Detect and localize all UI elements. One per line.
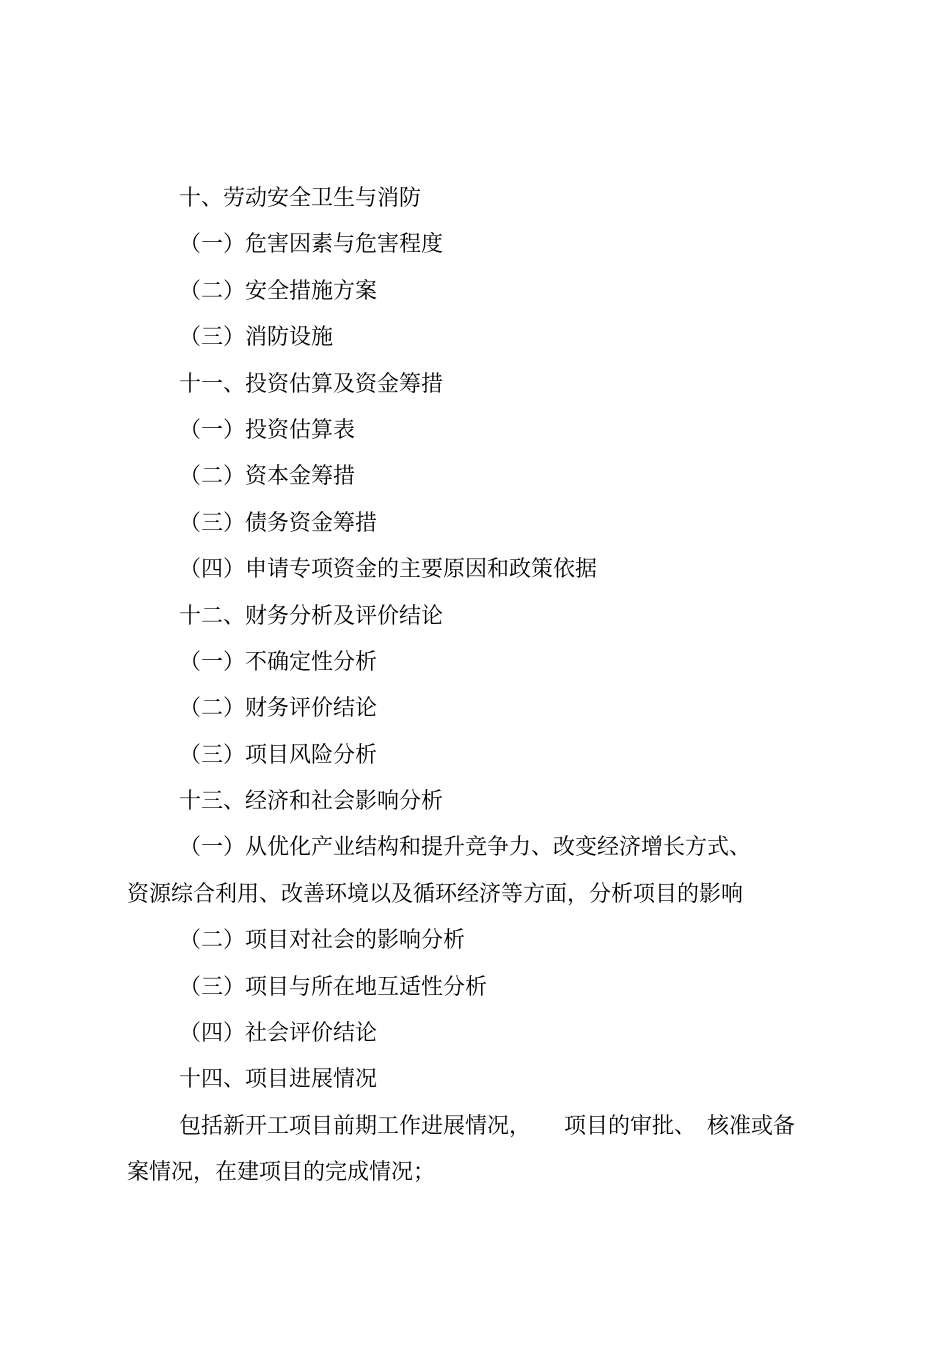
section-13-item-4: （四）社会评价结论 xyxy=(179,1021,378,1047)
section-10-item-2: （二）安全措施方案 xyxy=(179,278,378,304)
section-14-paragraph-line-2: 案情况，在建项目的完成情况； xyxy=(127,1160,436,1186)
section-heading-14: 十四、项目进展情况 xyxy=(179,1067,378,1093)
document-body xyxy=(127,176,827,1197)
section-heading-10: 十、劳动安全卫生与消防 xyxy=(179,186,422,211)
section-11-item-3: （三）债务资金筹措 xyxy=(179,510,378,536)
section-12-item-1: （一）不确定性分析 xyxy=(179,649,378,675)
section-10-item-3: （三）消防设施 xyxy=(179,325,334,351)
section-13-item-2: （二）项目对社会的影响分析 xyxy=(179,928,466,954)
section-13-item-1-line-2: 资源综合利用、改善环境以及循环经济等方面，分析项目的影响 xyxy=(127,881,744,907)
section-heading-11: 十一、投资估算及资金筹措 xyxy=(179,371,444,397)
section-13-item-3: （三）项目与所在地互适性分析 xyxy=(179,974,488,1000)
section-11-item-4: （四）申请专项资金的主要原因和政策依据 xyxy=(179,557,598,583)
section-14-paragraph-line-1: 包括新开工项目前期工作进展情况， 项目的审批、 核准或备 xyxy=(179,1113,796,1139)
section-12-item-2: （二）财务评价结论 xyxy=(179,696,378,722)
section-11-item-2: （二）资本金筹措 xyxy=(179,464,356,490)
section-heading-12: 十二、财务分析及评价结论 xyxy=(179,603,444,629)
section-11-item-1: （一）投资估算表 xyxy=(179,417,356,443)
section-12-item-3: （三）项目风险分析 xyxy=(179,742,378,768)
section-10-item-1: （一）危害因素与危害程度 xyxy=(179,232,444,258)
section-heading-13: 十三、经济和社会影响分析 xyxy=(179,789,444,815)
section-13-item-1-line-1: （一）从优化产业结构和提升竞争力、改变经济增长方式、 xyxy=(179,835,752,861)
